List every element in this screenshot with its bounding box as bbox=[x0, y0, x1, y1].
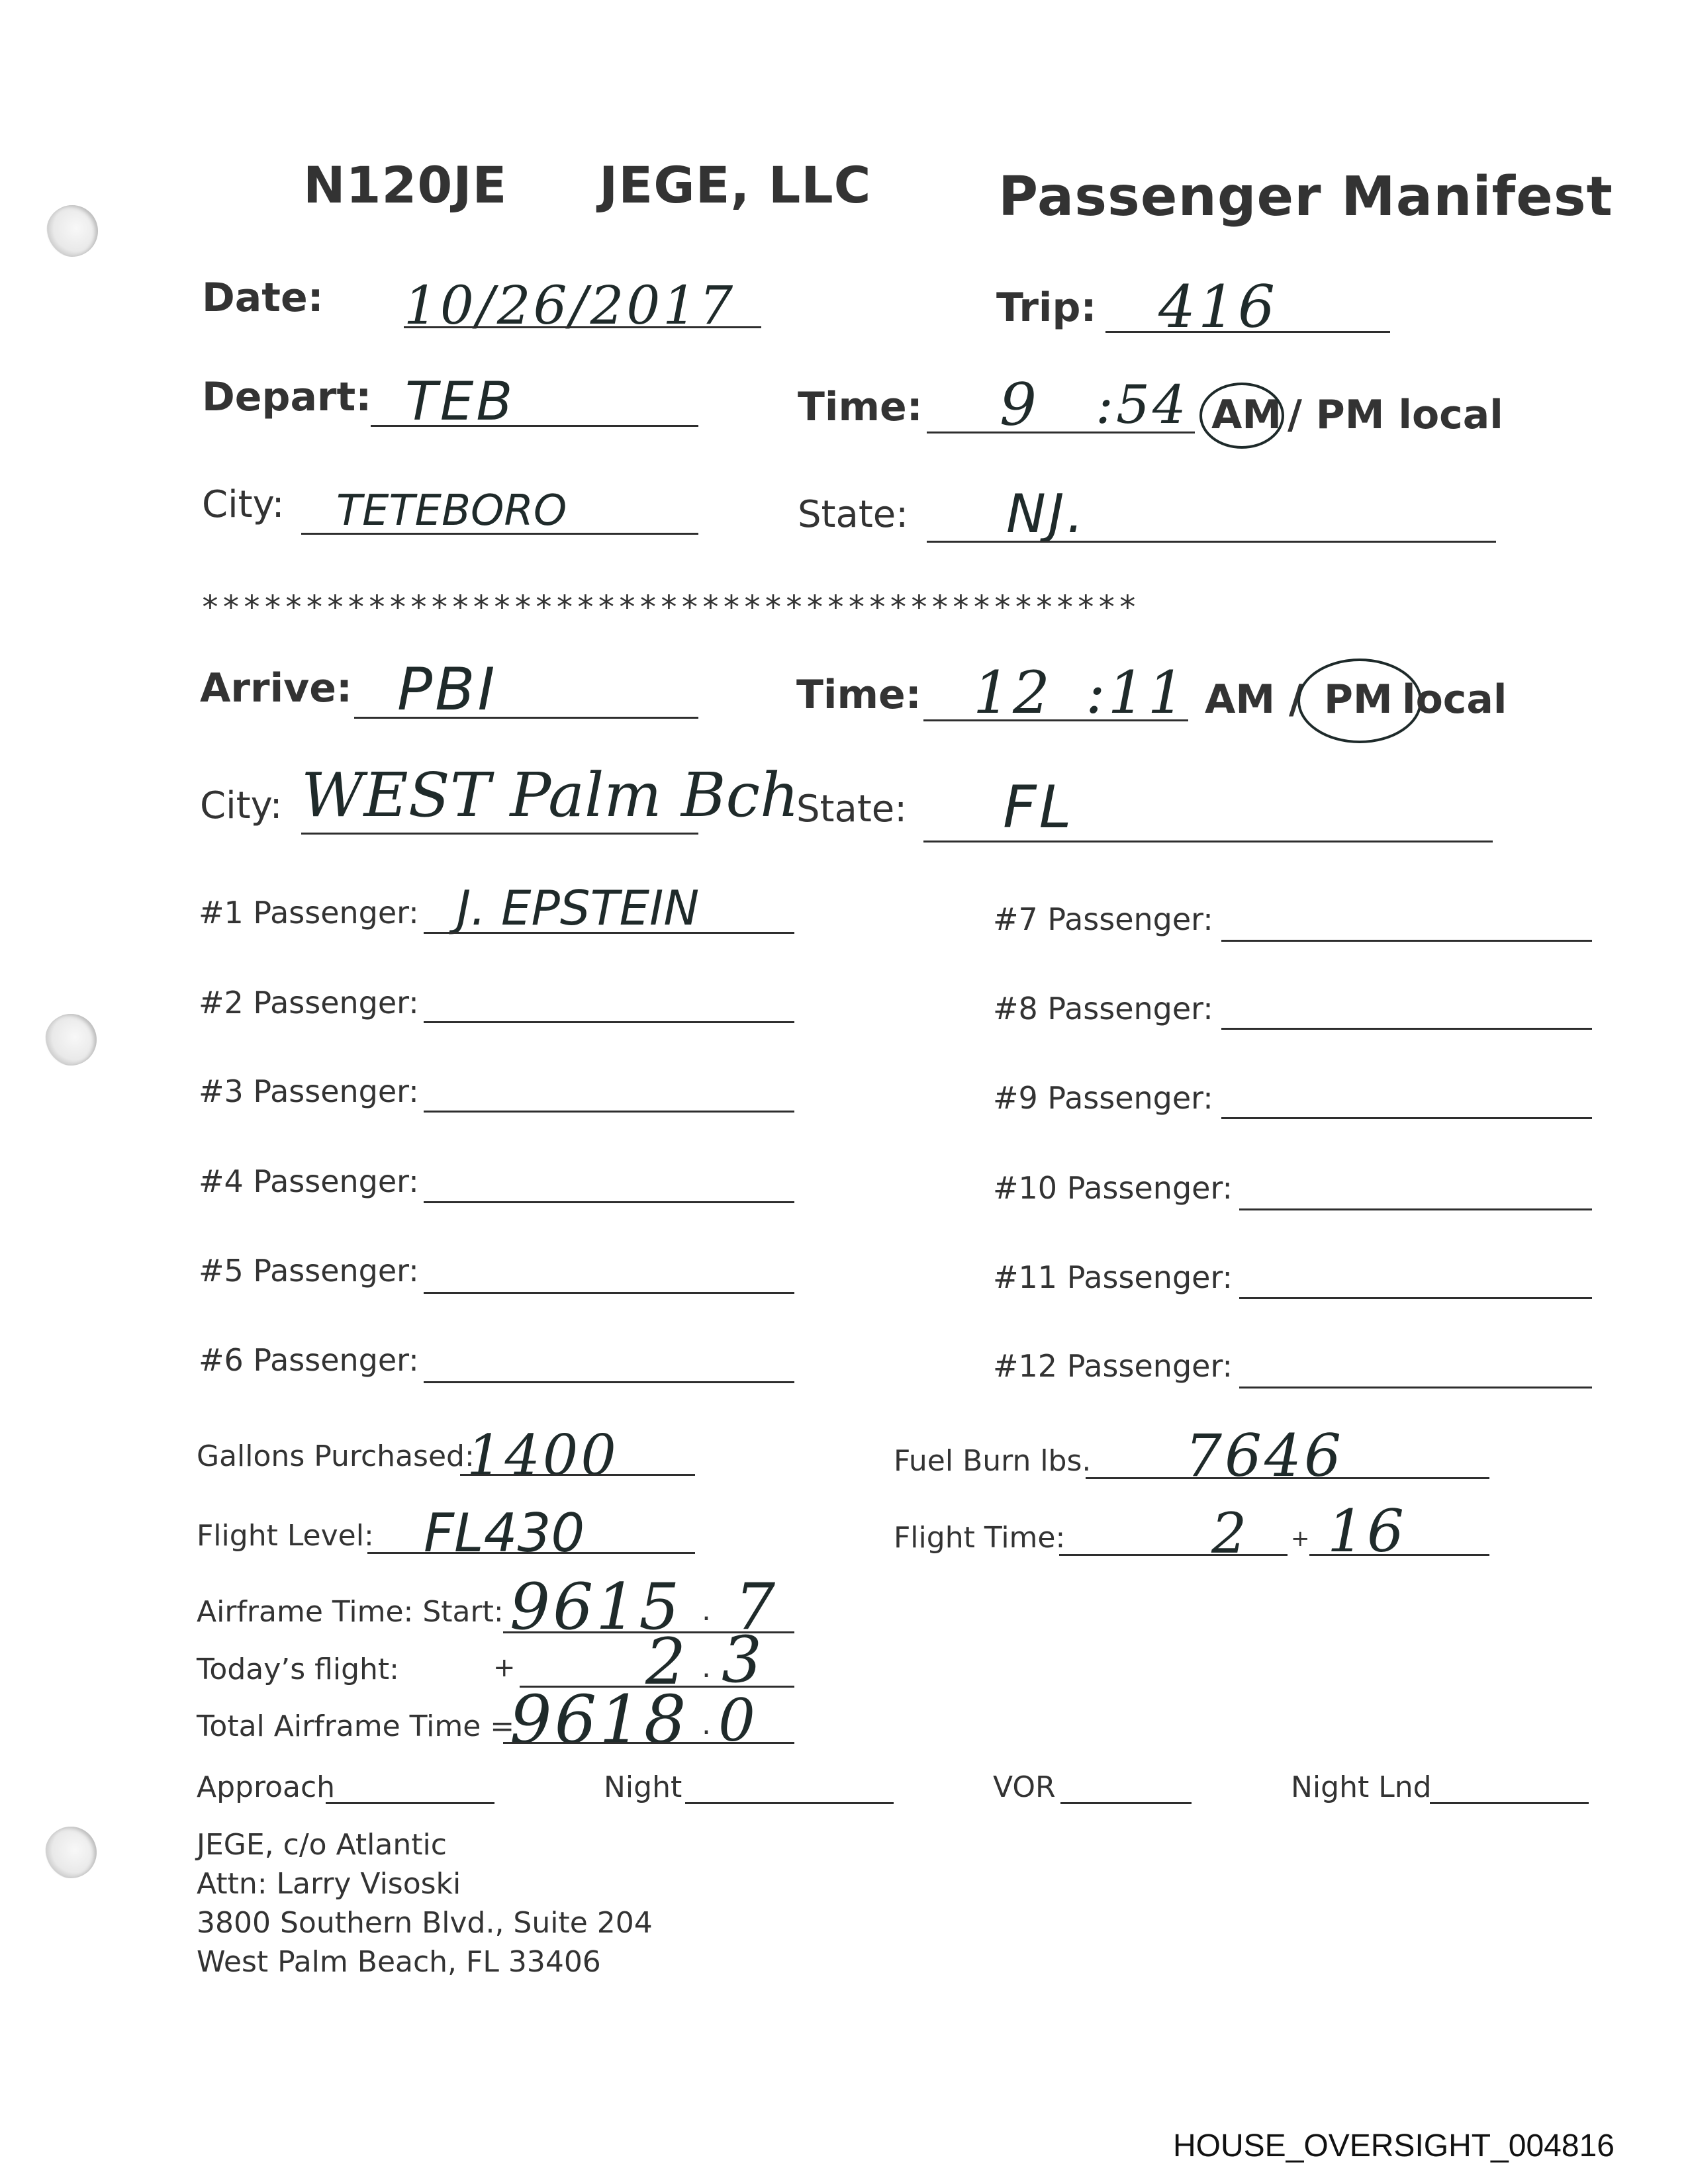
arrive-time-underline bbox=[923, 719, 1188, 721]
airframe-start-label: Airframe Time: Start: bbox=[197, 1595, 504, 1629]
address-line-2: Attn: Larry Visoski bbox=[197, 1867, 461, 1901]
form-title: Passenger Manifest bbox=[998, 165, 1613, 228]
flight-time-hours[interactable]: 2 bbox=[1211, 1501, 1250, 1566]
passenger-1-underline bbox=[424, 932, 794, 934]
arrive-state-value[interactable]: FL bbox=[1003, 773, 1074, 841]
vor-label: VOR bbox=[993, 1770, 1056, 1804]
passenger-7-underline bbox=[1221, 940, 1592, 942]
passenger-3-underline bbox=[424, 1111, 794, 1113]
arrive-state-underline bbox=[923, 841, 1493, 842]
approach-underline bbox=[326, 1802, 494, 1804]
fuel-burn-label: Fuel Burn lbs. bbox=[894, 1444, 1092, 1478]
passenger-7-label: #7 Passenger: bbox=[993, 901, 1213, 937]
depart-am-selected-circle bbox=[1199, 383, 1284, 449]
bates-number: HOUSE_OVERSIGHT_004816 bbox=[1173, 2128, 1615, 2163]
arrive-underline bbox=[354, 717, 698, 719]
depart-am-option[interactable]: AM bbox=[1211, 392, 1282, 438]
address-block bbox=[197, 1825, 653, 1981]
depart-time-label: Time: bbox=[798, 384, 923, 430]
tail-number: N120JE bbox=[303, 156, 508, 214]
vor-underline bbox=[1060, 1802, 1192, 1804]
arrive-city-value[interactable]: WEST Palm Bch bbox=[301, 760, 800, 831]
depart-value[interactable]: TEB bbox=[405, 371, 516, 432]
passenger-9-underline bbox=[1221, 1117, 1592, 1119]
passenger-12-underline bbox=[1239, 1387, 1592, 1388]
night-label: Night bbox=[604, 1770, 682, 1804]
depart-time-underline bbox=[927, 432, 1195, 433]
trip-underline bbox=[1105, 331, 1390, 333]
punch-hole-bottom bbox=[45, 1827, 97, 1878]
depart-state-value[interactable]: NJ. bbox=[1006, 483, 1086, 545]
passenger-1-label: #1 Passenger: bbox=[199, 895, 419, 931]
todays-flight-plus: + bbox=[493, 1653, 516, 1683]
todays-flight-decimal: . bbox=[702, 1651, 711, 1684]
passenger-9-label: #9 Passenger: bbox=[993, 1080, 1213, 1116]
arrive-label: Arrive: bbox=[200, 665, 352, 711]
passenger-8-label: #8 Passenger: bbox=[993, 991, 1213, 1026]
address-line-4: West Palm Beach, FL 33406 bbox=[197, 1945, 601, 1979]
passenger-4-underline bbox=[424, 1201, 794, 1203]
approach-label: Approach bbox=[197, 1770, 336, 1804]
arrive-city-underline bbox=[301, 833, 698, 835]
passenger-2-underline bbox=[424, 1021, 794, 1023]
total-airframe-decimal: . bbox=[702, 1707, 711, 1741]
airframe-start-decimal: . bbox=[702, 1594, 711, 1627]
total-airframe-label: Total Airframe Time = bbox=[197, 1709, 515, 1743]
arrive-state-label: State: bbox=[796, 788, 908, 831]
depart-city-value[interactable]: TETEBORO bbox=[336, 486, 567, 535]
todays-flight-whole[interactable]: 2 bbox=[645, 1625, 689, 1699]
depart-pm-local-option[interactable]: / PM local bbox=[1288, 392, 1503, 438]
arrive-time-hour[interactable]: 12 bbox=[973, 659, 1053, 727]
passenger-10-label: #10 Passenger: bbox=[993, 1170, 1233, 1206]
arrive-pm-option[interactable]: PM bbox=[1324, 676, 1393, 723]
punch-hole-top bbox=[46, 205, 98, 257]
arrive-value[interactable]: PBI bbox=[397, 655, 498, 723]
passenger-4-label: #4 Passenger: bbox=[199, 1163, 419, 1199]
passenger-2-label: #2 Passenger: bbox=[199, 985, 419, 1021]
gallons-purchased-label: Gallons Purchased: bbox=[197, 1439, 475, 1473]
passenger-10-underline bbox=[1239, 1208, 1592, 1210]
passenger-11-label: #11 Passenger: bbox=[993, 1259, 1233, 1295]
depart-time-hour[interactable]: 9 bbox=[1000, 371, 1039, 439]
depart-label: Depart: bbox=[202, 374, 372, 420]
depart-state-underline bbox=[927, 541, 1496, 543]
arrive-am-option[interactable]: AM / bbox=[1205, 676, 1303, 723]
address-line-3: 3800 Southern Blvd., Suite 204 bbox=[197, 1906, 653, 1940]
trip-label: Trip: bbox=[996, 285, 1097, 331]
airframe-start-whole[interactable]: 9615 bbox=[510, 1570, 682, 1644]
flight-level-underline bbox=[367, 1552, 695, 1554]
todays-flight-tenth[interactable]: 3 bbox=[722, 1623, 765, 1697]
depart-city-label: City: bbox=[202, 483, 285, 526]
depart-underline bbox=[371, 425, 698, 427]
passenger-6-label: #6 Passenger: bbox=[199, 1342, 419, 1378]
arrive-local-label: local bbox=[1402, 676, 1507, 723]
date-value[interactable]: 10/26/2017 bbox=[404, 275, 736, 336]
fuel-burn-value[interactable]: 7646 bbox=[1185, 1422, 1344, 1490]
arrive-city-label: City: bbox=[200, 784, 283, 827]
address-line-1: JEGE, c/o Atlantic bbox=[197, 1828, 447, 1862]
passenger-1-name[interactable]: J. EPSTEIN bbox=[457, 880, 700, 936]
flight-time-minutes[interactable]: 16 bbox=[1327, 1497, 1407, 1565]
passenger-8-underline bbox=[1221, 1028, 1592, 1030]
gallons-purchased-underline bbox=[460, 1474, 695, 1476]
trip-value[interactable]: 416 bbox=[1158, 273, 1278, 341]
flight-time-minutes-underline bbox=[1309, 1554, 1489, 1556]
passenger-5-underline bbox=[424, 1292, 794, 1294]
total-airframe-whole[interactable]: 9618 bbox=[510, 1681, 689, 1758]
passenger-12-label: #12 Passenger: bbox=[993, 1348, 1233, 1384]
gallons-purchased-value[interactable]: 1400 bbox=[467, 1423, 619, 1488]
depart-city-underline bbox=[301, 533, 698, 535]
depart-time-minute[interactable]: :54 bbox=[1096, 374, 1189, 435]
total-airframe-tenth[interactable]: 0 bbox=[718, 1686, 758, 1754]
airframe-start-tenth[interactable]: 7 bbox=[735, 1570, 778, 1644]
flight-time-label: Flight Time: bbox=[894, 1521, 1066, 1555]
total-airframe-underline bbox=[503, 1742, 794, 1744]
night-landing-label: Night Lnd bbox=[1291, 1770, 1432, 1804]
passenger-6-underline bbox=[424, 1381, 794, 1383]
company-name: JEGE, LLC bbox=[599, 156, 872, 214]
arrive-time-minute[interactable]: :11 bbox=[1086, 659, 1188, 727]
flight-level-label: Flight Level: bbox=[197, 1519, 374, 1553]
date-label: Date: bbox=[202, 275, 324, 321]
date-underline bbox=[404, 326, 761, 328]
flight-time-plus: + bbox=[1291, 1525, 1310, 1552]
flight-time-hours-underline bbox=[1059, 1554, 1288, 1556]
flight-level-value[interactable]: FL430 bbox=[424, 1502, 585, 1564]
passenger-5-label: #5 Passenger: bbox=[199, 1253, 419, 1289]
fuel-burn-underline bbox=[1086, 1477, 1489, 1479]
punch-hole-middle bbox=[45, 1014, 97, 1066]
section-separator: ********************************************* bbox=[201, 589, 1139, 626]
arrive-time-label: Time: bbox=[796, 672, 921, 718]
night-underline bbox=[685, 1802, 894, 1804]
todays-flight-label: Today’s flight: bbox=[197, 1653, 399, 1686]
passenger-3-label: #3 Passenger: bbox=[199, 1073, 419, 1109]
passenger-11-underline bbox=[1239, 1297, 1592, 1299]
depart-state-label: State: bbox=[798, 493, 909, 536]
night-landing-underline bbox=[1430, 1802, 1589, 1804]
